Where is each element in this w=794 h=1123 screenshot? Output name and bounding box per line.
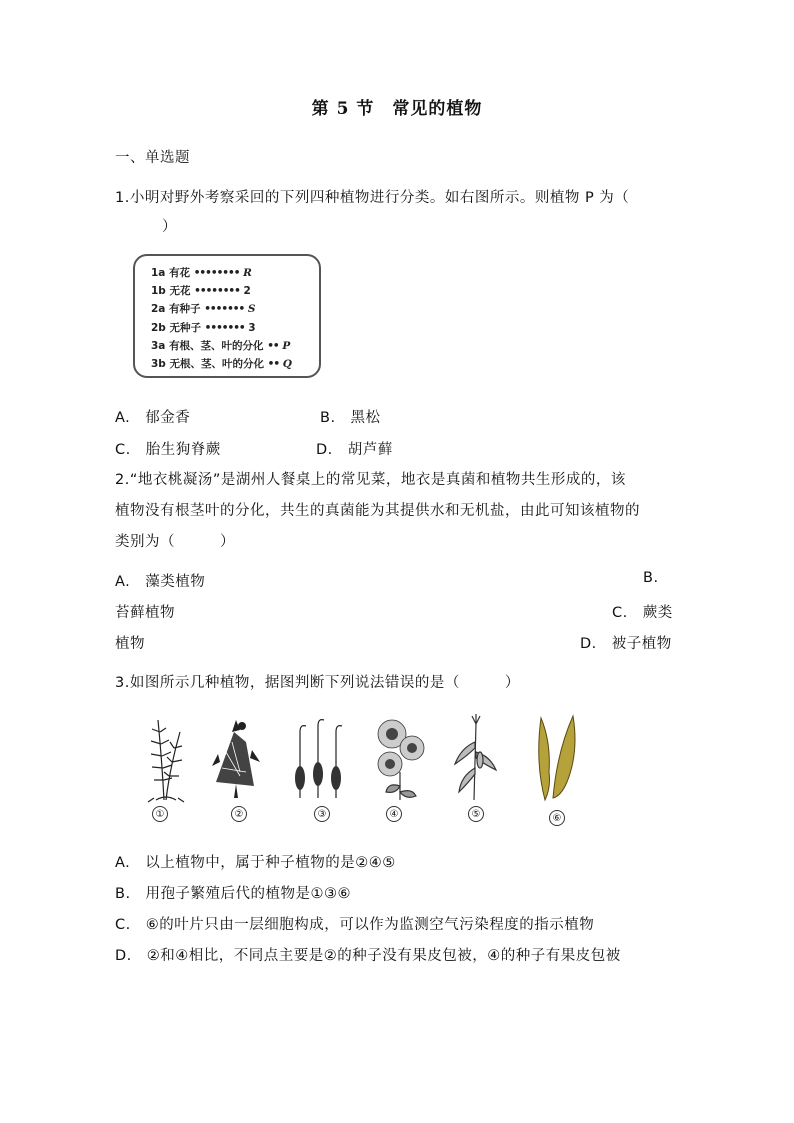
- kelp-plant-image: [527, 712, 587, 804]
- key-row: 3a 有根、茎、叶的分化 •• P: [151, 339, 291, 352]
- key-row: 2a 有种子 ••••••• S: [151, 303, 256, 316]
- fern-plant-image: [136, 712, 196, 804]
- q2-option-b-text[interactable]: 苔藓植物: [115, 605, 175, 621]
- plant-label: ⑤: [468, 806, 484, 822]
- q1-option-a[interactable]: A. 郁金香: [115, 410, 191, 426]
- key-row: 3b 无根、茎、叶的分化 •• Q: [151, 358, 292, 371]
- q1-option-b[interactable]: B. 黑松: [320, 410, 381, 426]
- moss-plant-image: [288, 712, 348, 804]
- q2-option-b-label[interactable]: B.: [643, 570, 659, 586]
- sunflower-plant-image: [370, 712, 430, 804]
- section-heading: 一、单选题: [115, 150, 190, 166]
- q1-stem-cont: ）: [162, 219, 177, 235]
- key-row: 1b 无花 •••••••• 2: [151, 285, 251, 298]
- q3-option-b[interactable]: B. 用孢子繁殖后代的植物是①③⑥: [115, 886, 352, 902]
- q3-option-a[interactable]: A. 以上植物中，属于种子植物的是②④⑤: [115, 855, 396, 871]
- q2-stem-line2: 植物没有根茎叶的分化，共生的真菌能为其提供水和无机盐，由此可知该植物的: [115, 503, 640, 519]
- plant-label: ③: [314, 806, 330, 822]
- plant-label: ④: [386, 806, 402, 822]
- q2-stem-line1: 2.“地衣桃凝汤”是湖州人餐桌上的常见菜，地衣是真菌和植物共生形成的，该: [115, 472, 626, 488]
- classification-key: [133, 254, 321, 378]
- plant-label: ①: [152, 806, 168, 822]
- q2-option-c-cont[interactable]: 植物: [115, 636, 145, 652]
- q1-option-d[interactable]: D. 胡芦藓: [316, 442, 393, 458]
- plant-label: ②: [231, 806, 247, 822]
- q2-option-a[interactable]: A. 藻类植物: [115, 574, 206, 590]
- q1-stem: 1.小明对野外考察采回的下列四种植物进行分类。如右图所示。则植物 P 为（: [115, 190, 630, 206]
- plant-label: ⑥: [549, 810, 565, 826]
- q3-stem: 3.如图所示几种植物，据图判断下列说法错误的是（ ）: [115, 675, 520, 691]
- q3-option-d[interactable]: D. ②和④相比，不同点主要是②的种子没有果皮包被，④的种子有果皮包被: [115, 948, 621, 964]
- page-title: 第 5 节 常见的植物: [311, 99, 483, 119]
- q2-option-d[interactable]: D. 被子植物: [580, 636, 672, 652]
- pine-plant-image: [206, 712, 266, 804]
- q1-option-c[interactable]: C. 胎生狗脊蕨: [115, 442, 221, 458]
- q3-option-c[interactable]: C. ⑥的叶片只由一层细胞构成，可以作为监测空气污染程度的指示植物: [115, 917, 595, 933]
- corn-plant-image: [446, 712, 506, 804]
- q2-option-c[interactable]: C. 蕨类: [612, 605, 673, 621]
- key-row: 2b 无种子 ••••••• 3: [151, 321, 256, 334]
- key-row: 1a 有花 •••••••• R: [151, 267, 252, 279]
- q2-stem-line3: 类别为（ ）: [115, 534, 235, 550]
